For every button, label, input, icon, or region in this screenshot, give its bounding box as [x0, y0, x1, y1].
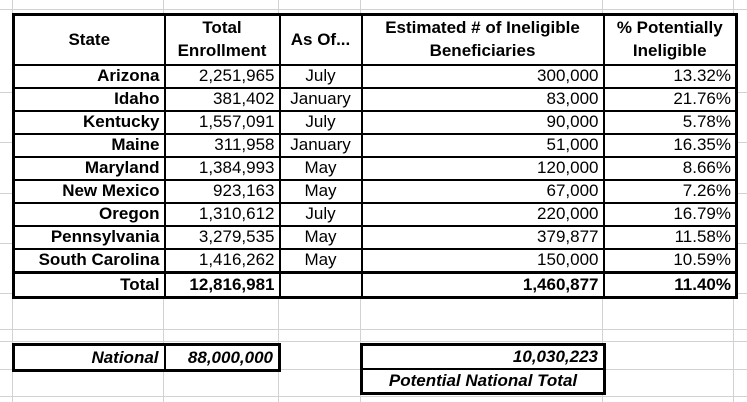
main-table — [12, 13, 738, 299]
cell-estimated[interactable]: 90,000 — [362, 111, 604, 134]
table-row — [14, 249, 737, 273]
national-row — [14, 345, 280, 371]
cell-as-of[interactable]: July — [280, 65, 362, 88]
cell-enrollment[interactable]: 1,384,993 — [165, 157, 280, 180]
cell-state[interactable]: Oregon — [14, 203, 165, 226]
header-estimated[interactable]: Estimated # of Ineligible Beneficiaries — [362, 15, 604, 66]
cell-percent[interactable]: 7.26% — [604, 180, 737, 203]
cell-state[interactable]: South Carolina — [14, 249, 165, 273]
gridline-h — [0, 341, 747, 342]
total-row — [14, 273, 737, 298]
header-as-of[interactable]: As Of... — [280, 15, 362, 66]
cell-potential-value[interactable]: 10,030,223 — [362, 345, 605, 370]
potential-national-total-box — [360, 343, 606, 395]
cell-enrollment[interactable]: 3,279,535 — [165, 226, 280, 249]
cell-estimated[interactable]: 379,877 — [362, 226, 604, 249]
cell-as-of[interactable]: May — [280, 226, 362, 249]
cell-as-of[interactable]: July — [280, 111, 362, 134]
header-enrollment[interactable]: Total Enrollment — [165, 15, 280, 66]
cell-enrollment[interactable]: 381,402 — [165, 88, 280, 111]
cell-as-of[interactable]: January — [280, 134, 362, 157]
cell-percent[interactable]: 13.32% — [604, 65, 737, 88]
cell-state[interactable]: Pennsylvania — [14, 226, 165, 249]
gridline-h — [0, 396, 747, 397]
cell-national-enrollment[interactable]: 88,000,000 — [165, 345, 280, 371]
cell-estimated[interactable]: 300,000 — [362, 65, 604, 88]
cell-percent[interactable]: 10.59% — [604, 249, 737, 273]
cell-enrollment[interactable]: 1,310,612 — [165, 203, 280, 226]
cell-state[interactable]: Kentucky — [14, 111, 165, 134]
cell-total-enrollment[interactable]: 12,816,981 — [165, 273, 280, 298]
cell-enrollment[interactable]: 923,163 — [165, 180, 280, 203]
cell-enrollment[interactable]: 1,557,091 — [165, 111, 280, 134]
cell-percent[interactable]: 16.35% — [604, 134, 737, 157]
cell-percent[interactable]: 11.58% — [604, 226, 737, 249]
national-box — [12, 343, 281, 372]
table-row — [14, 203, 737, 226]
cell-percent[interactable]: 8.66% — [604, 157, 737, 180]
cell-state[interactable]: Arizona — [14, 65, 165, 88]
gridline-h — [0, 9, 747, 10]
cell-enrollment[interactable]: 1,416,262 — [165, 249, 280, 273]
cell-state[interactable]: Maryland — [14, 157, 165, 180]
table-row — [14, 111, 737, 134]
cell-as-of[interactable]: May — [280, 249, 362, 273]
cell-as-of[interactable]: July — [280, 203, 362, 226]
cell-total-percent[interactable]: 11.40% — [604, 273, 737, 298]
cell-state[interactable]: Maine — [14, 134, 165, 157]
cell-estimated[interactable]: 120,000 — [362, 157, 604, 180]
table-row — [14, 157, 737, 180]
cell-estimated[interactable]: 220,000 — [362, 203, 604, 226]
cell-as-of[interactable]: May — [280, 157, 362, 180]
table-row — [14, 65, 737, 88]
cell-as-of[interactable]: May — [280, 180, 362, 203]
gridline-h — [0, 329, 747, 330]
cell-estimated[interactable]: 51,000 — [362, 134, 604, 157]
table-row — [14, 88, 737, 111]
table-row — [14, 226, 737, 249]
potential-label-row — [362, 369, 605, 394]
table-row — [14, 134, 737, 157]
header-percent[interactable]: % Potentially Ineligible — [604, 15, 737, 66]
table-row — [14, 180, 737, 203]
cell-percent[interactable]: 5.78% — [604, 111, 737, 134]
cell-national-label[interactable]: National — [14, 345, 165, 371]
cell-as-of[interactable]: January — [280, 88, 362, 111]
cell-enrollment[interactable]: 311,958 — [165, 134, 280, 157]
cell-percent[interactable]: 16.79% — [604, 203, 737, 226]
cell-total-label[interactable]: Total — [14, 273, 165, 298]
cell-potential-label[interactable]: Potential National Total — [362, 369, 605, 394]
potential-value-row — [362, 345, 605, 370]
cell-estimated[interactable]: 83,000 — [362, 88, 604, 111]
cell-enrollment[interactable]: 2,251,965 — [165, 65, 280, 88]
cell-estimated[interactable]: 150,000 — [362, 249, 604, 273]
cell-total-estimated[interactable]: 1,460,877 — [362, 273, 604, 298]
cell-state[interactable]: Idaho — [14, 88, 165, 111]
cell-state[interactable]: New Mexico — [14, 180, 165, 203]
header-row — [14, 15, 737, 66]
cell-percent[interactable]: 21.76% — [604, 88, 737, 111]
header-state[interactable]: State — [14, 15, 165, 66]
cell-estimated[interactable]: 67,000 — [362, 180, 604, 203]
cell-total-as-of[interactable] — [280, 273, 362, 298]
